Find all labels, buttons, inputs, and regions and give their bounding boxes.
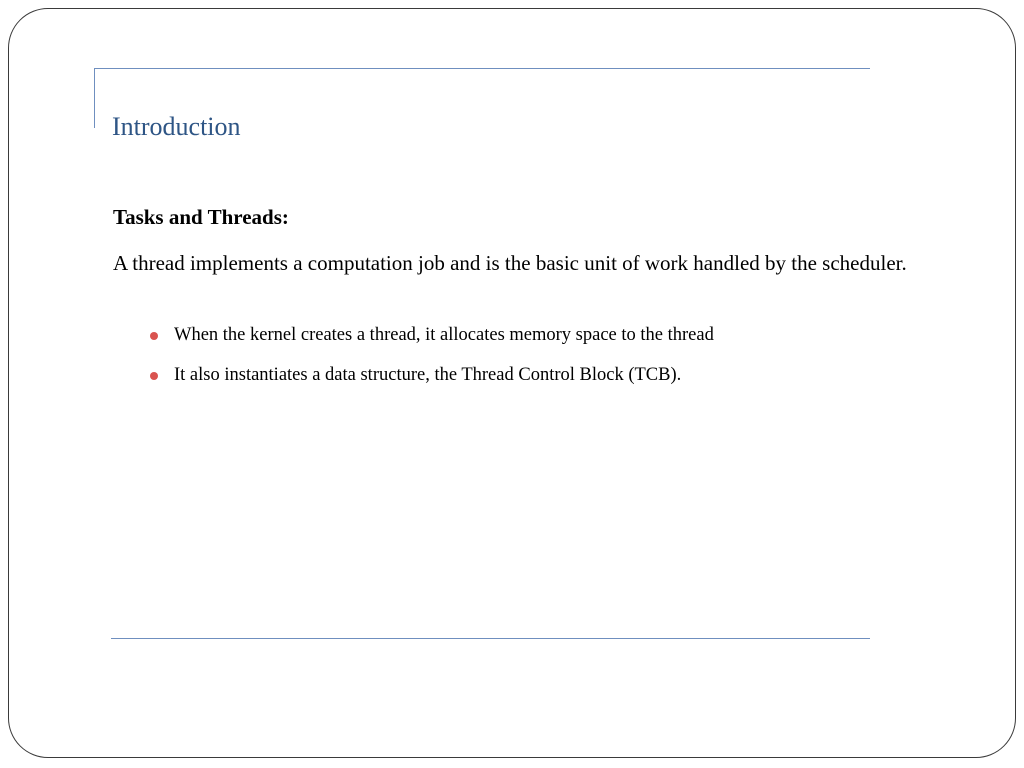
bullet-text: It also instantiates a data structure, the Thread Control Block (TCB).	[174, 365, 682, 385]
title-rule-top	[94, 68, 870, 69]
bullet-item	[150, 360, 940, 400]
bullet-dot-icon	[150, 332, 158, 340]
bullet-dot-icon	[150, 372, 158, 380]
bullet-text: When the kernel creates a thread, it allocates memory space to the thread	[174, 325, 714, 345]
section-heading: Tasks and Threads:	[113, 205, 289, 229]
slide-title: Introduction	[112, 112, 241, 141]
bottom-rule	[111, 638, 870, 639]
bullet-list	[150, 320, 940, 400]
body-paragraph: A thread implements a computation job and is the basic unit of work handled by the scheduler.	[113, 251, 907, 275]
title-rule-left	[94, 68, 95, 128]
bullet-item	[150, 320, 940, 360]
